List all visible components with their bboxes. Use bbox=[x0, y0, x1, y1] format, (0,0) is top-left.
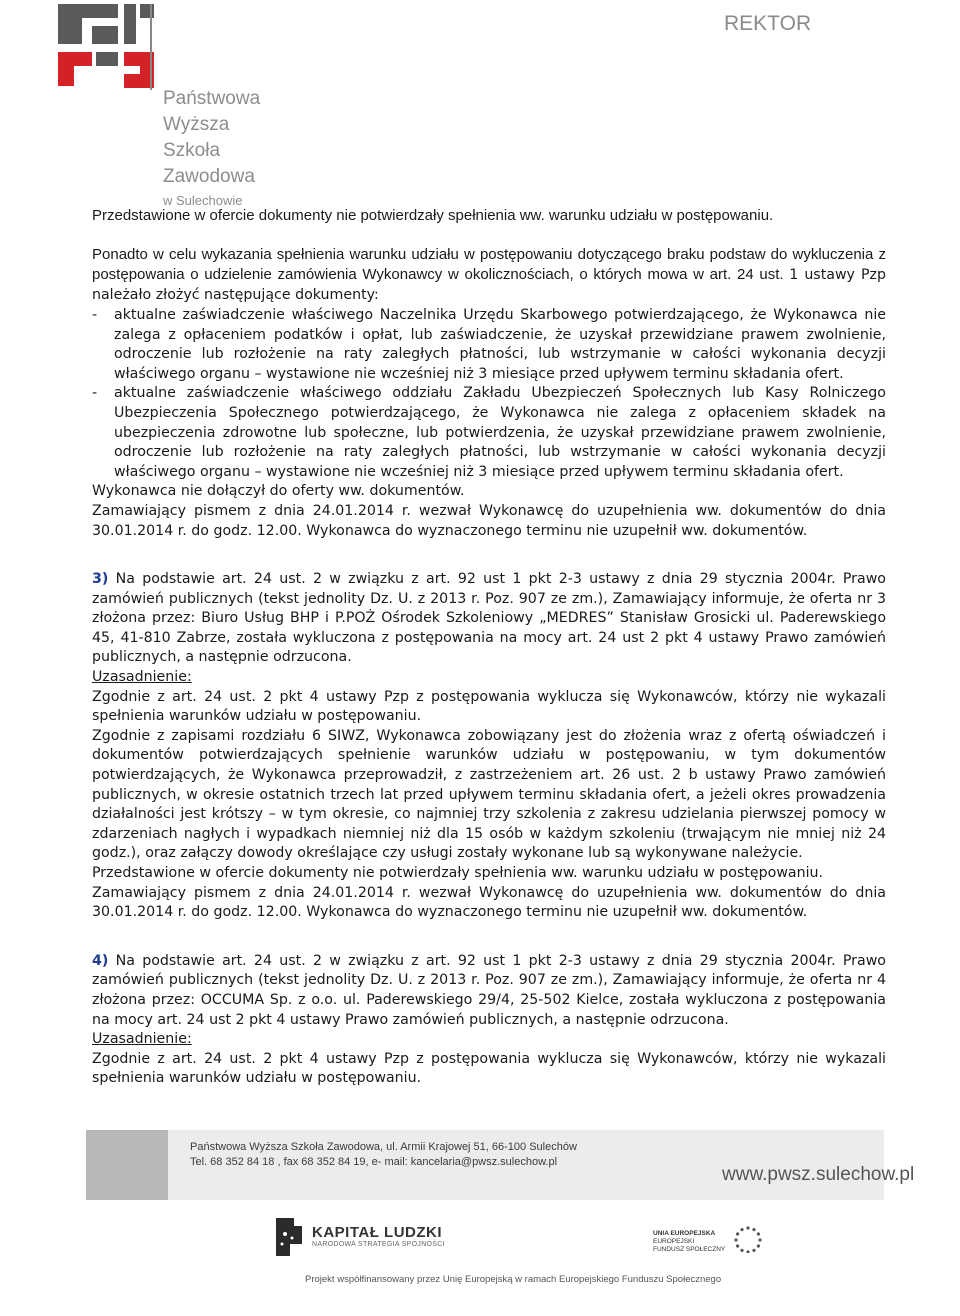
list-item-text: aktualne zaświadczenie właściwego oddziału Zakładu Ubezpieczeń Społecznych lub Kasy Rolniczego Ubezpieczenia Społecznego potwierdzającego, że Wykonawca nie zalega z opłaceniem składek na ubezpieczenia zdrowotne lub społeczne, lub potwierdzenia, że uzyskał przewidziane prawem zwolnienie, odroczenie lub rozłożenie na raty zaległych płatności, lub wstrzymanie w całości wykonania decyzji właściwego organu – wystawione nie wcześniej niż 3 miesiące przed upływem terminu składania ofert. bbox=[114, 385, 886, 480]
footer-website-link[interactable]: www.pwsz.sulechow.pl bbox=[722, 1164, 915, 1185]
kapital-ludzki-logo bbox=[312, 1224, 445, 1248]
eu-logo-text bbox=[653, 1230, 725, 1254]
section-number: 3) bbox=[92, 571, 109, 588]
list-item bbox=[92, 306, 886, 384]
paragraph-text: Ponadto w celu wykazania spełnienia warunku udziału w postępowaniu dotyczącego braku podstaw do wykluczenia z postępowania o udzielenie zamówienia Wykonawcy w okolicznościach, o których mowa w art. 24 ust. bbox=[92, 246, 886, 283]
paragraph: Przedstawione w ofercie dokumenty nie potwierdzały spełnienia ww. warunku udziału w postępowaniu. bbox=[92, 865, 824, 881]
logo-line: Wyższa bbox=[163, 114, 230, 135]
eu-line: FUNDUSZ SPOŁECZNY bbox=[653, 1246, 726, 1253]
list-dash: - bbox=[92, 306, 98, 323]
eu-line: EUROPEJSKI bbox=[653, 1238, 695, 1245]
list-item-text: aktualne zaświadczenie właściwego Naczelnika Urzędu Skarbowego potwierdzającego, że Wykonawca nie zalega z opłaceniem podatków i opłat, lub zaświadczenie, że uzyskał przewidziane prawem zwolnienie, odroczenie lub rozłożenie na raty zaległych płatności, lub wstrzymanie w całości wykonania decyzji właściwego organu – wystawione nie wcześniej niż 3 miesiące przed upływem terminu składania ofert. bbox=[114, 306, 886, 382]
justification-heading: Uzasadnienie: bbox=[92, 669, 192, 686]
footer-contact bbox=[190, 1140, 577, 1170]
logo-line: Państwowa bbox=[163, 88, 261, 109]
section-4 bbox=[92, 952, 886, 1030]
document-body bbox=[92, 206, 886, 1089]
justification-heading: Uzasadnienie: bbox=[92, 1031, 192, 1048]
paragraph: Wykonawca nie dołączył do oferty ww. dokumentów. bbox=[92, 483, 465, 500]
logo-text bbox=[163, 86, 260, 212]
paragraph: Przedstawione w ofercie dokumenty nie potwierdzały spełnienia ww. warunku udziału w postępowaniu. bbox=[92, 207, 774, 224]
footer-phone-email: Tel. 68 352 84 18 , fax 68 352 84 19, e- mail: kancelaria@pwsz.sulechow.pl bbox=[190, 1156, 558, 1168]
header-rektor: REKTOR bbox=[724, 12, 812, 35]
logo-divider bbox=[150, 4, 154, 90]
logo-location: w Sulechowie bbox=[163, 193, 243, 208]
section-number: 4) bbox=[92, 952, 109, 969]
eu-line: UNIA EUROPEJSKA bbox=[653, 1230, 716, 1237]
eu-flag-icon bbox=[728, 1223, 768, 1253]
paragraph: Zamawiający pismem z dnia 24.01.2014 r. wezwał Wykonawcę do uzupełnienia ww. dokumentów do dnia 30.01.2014 r. do godz. 12.00. Wykonawca do wyznaczonego terminu nie uzupełnił ww. dokumentów. bbox=[92, 884, 886, 921]
kl-title: KAPITAŁ LUDZKI bbox=[312, 1224, 443, 1241]
project-note: Projekt współfinansowany przez Unię Europejską w ramach Europejskiego Funduszu Społecznego bbox=[305, 1274, 722, 1285]
paragraph: Zgodnie z art. 24 ust. 2 pkt 4 ustawy Pzp z postępowania wyklucza się Wykonawców, którzy nie wykazali spełnienia warunków udziału w postępowaniu. bbox=[92, 1050, 886, 1087]
section-3 bbox=[92, 570, 886, 668]
paragraph: Zgodnie z zapisami rozdziału 6 SIWZ, Wykonawca zobowiązany jest do złożenia wraz z ofertą oświadczeń i dokumentów potwierdzających spełnienie warunków udziału w postępowaniu, w tym dokumentów potwierdzających, że Wykonawca przeprowadził, z zastrzeżeniem art. 26 ust. 2 b ustawy Prawo zamówień publicznych, w okresie ostatnich trzech lat przed upływem terminu składania ofert, a jeżeli okres prowadzenia działalności jest krótszy – w tym okresie, co najmniej trzy szkolenia z zakresu udzielania pierwszej pomocy w zdarzeniach nagłych i wypadkach niemniej niż dla 15 osób w każdym szkoleniu (trwającym nie mniej niż 24 godz.), oraz załączy dowody określające czy usługi zostały wykonane lub są wykonywane należycie. bbox=[92, 727, 886, 862]
pwsz-logo-mark bbox=[58, 4, 154, 88]
paragraph bbox=[92, 245, 886, 306]
footer-accent-block bbox=[86, 1130, 168, 1200]
logo-line: Szkoła bbox=[163, 140, 221, 161]
paragraph-text: 1 ustawy Pzp należało złożyć następujące dokumenty: bbox=[92, 266, 886, 304]
footer-address: Państwowa Wyższa Szkoła Zawodowa, ul. Armii Krajowej 51, 66-100 Sulechów bbox=[190, 1141, 577, 1153]
paragraph: Zamawiający pismem z dnia 24.01.2014 r. wezwał Wykonawcę do uzupełnienia ww. dokumentów do dnia 30.01.2014 r. do godz. 12.00. Wykonawca do wyznaczonego terminu nie uzupełnił ww. dokumentów. bbox=[92, 502, 886, 539]
list-item bbox=[92, 384, 886, 482]
section-text: Na podstawie art. 24 ust. 2 w związku z art. 92 ust 1 pkt 2-3 ustawy z dnia 29 stycznia 2004r. Prawo zamówień publicznych (tekst jednolity Dz. U. z 2013 r. Poz. 907 ze zm.), Zamawiający informuje, że oferta nr 4 złożona przez: OCCUMA Sp. z o.o. ul. Paderewskiego 29/4, 25-502 Kielce, została wykluczona z postępowania na mocy art. 24 ust 2 pkt 4 ustawy Prawo zamówień publicznych, a następnie odrzucona. bbox=[92, 952, 886, 1028]
paragraph: Zgodnie z art. 24 ust. 2 pkt 4 ustawy Pzp z postępowania wyklucza się Wykonawców, którzy nie wykazali spełnienia warunków udziału w postępowaniu. bbox=[92, 688, 886, 725]
list-dash: - bbox=[92, 385, 98, 402]
section-text: Na podstawie art. 24 ust. 2 w związku z art. 92 ust 1 pkt 2-3 ustawy z dnia 29 stycznia 2004r. Prawo zamówień publicznych (tekst jednolity Dz. U. z 2013 r. Poz. 907 ze zm.), Zamawiający informuje, że oferta nr 3 złożona przez: Biuro Usług BHP i P.POŻ Ośrodek Szkoleniowy „MEDRES” Stanisław Grosicki ul. Paderewskiego 45, 41-810 Zabrze, została wykluczona z postępowania na mocy art. 24 ust 2 pkt 4 ustawy Prawo zamówień publicznych, a następnie odrzucona. bbox=[92, 571, 886, 666]
kapital-ludzki-logo-icon bbox=[272, 1214, 306, 1260]
kl-subtitle: NARODOWA STRATEGIA SPÓJNOŚCI bbox=[312, 1241, 445, 1248]
logo-line: Zawodowa bbox=[163, 166, 255, 187]
